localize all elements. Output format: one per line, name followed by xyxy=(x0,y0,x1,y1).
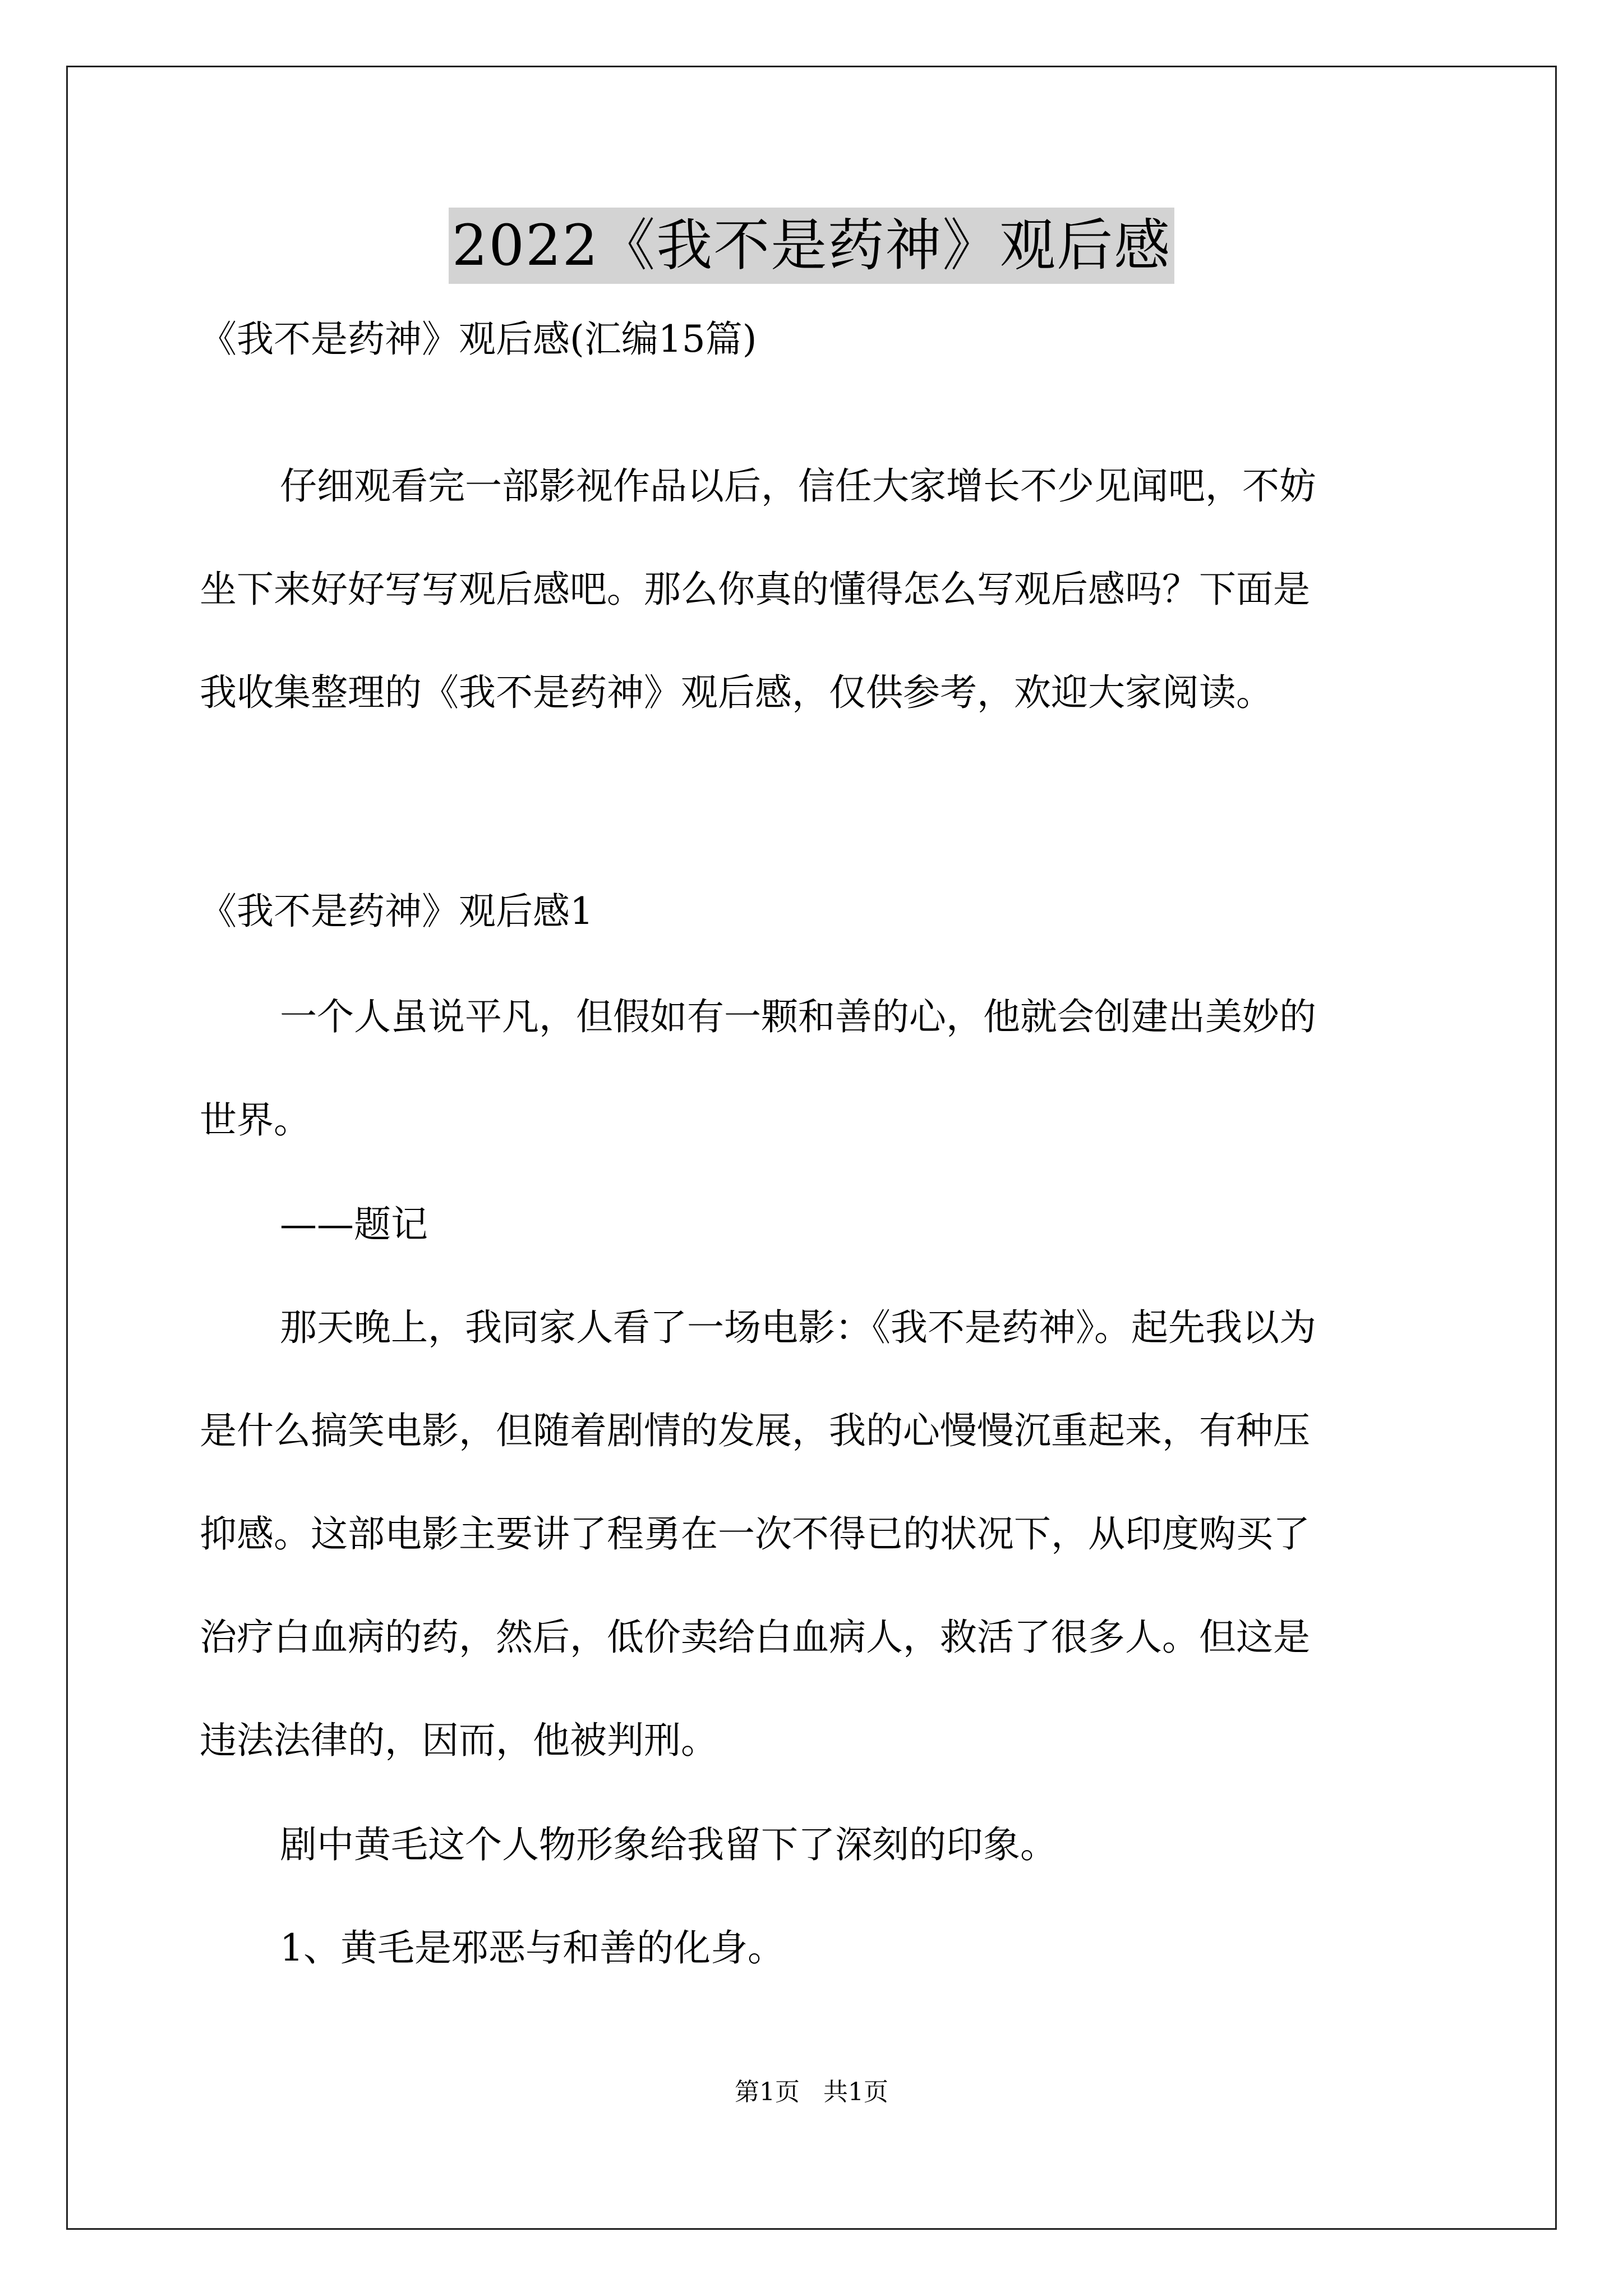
para2-line-3: 抑感。这部电影主要讲了程勇在一次不得已的状况下，从印度购买了 xyxy=(200,1512,1310,1556)
para2-line-5: 违法法律的，因而，他被判刑。 xyxy=(200,1719,718,1762)
page-footer xyxy=(0,2076,1623,2109)
para2-line-2: 是什么搞笑电影，但随着剧情的发展，我的心慢慢沉重起来，有种压 xyxy=(200,1409,1310,1452)
para2-line-4: 治疗白血病的药，然后，低价卖给白血病人，救活了很多人。但这是 xyxy=(200,1616,1310,1659)
intro-line-1: 仔细观看完一部影视作品以后，信任大家增长不少见闻吧，不妨 xyxy=(280,464,1316,508)
section-heading: 《我不是药神》观后感1 xyxy=(200,890,593,933)
document-subtitle: 《我不是药神》观后感(汇编15篇) xyxy=(200,318,757,361)
epigraph: ——题记 xyxy=(280,1203,428,1246)
page-border xyxy=(66,66,1557,2230)
para1-line-1: 一个人虽说平凡，但假如有一颗和善的心，他就会创建出美妙的 xyxy=(280,995,1316,1038)
title-container xyxy=(0,208,1623,284)
para3: 剧中黄毛这个人物形象给我留下了深刻的印象。 xyxy=(280,1823,1057,1866)
page-total: 共1页 xyxy=(823,2078,888,2106)
para4: 1、黄毛是邪恶与和善的化身。 xyxy=(280,1926,785,1970)
intro-line-2: 坐下来好好写写观后感吧。那么你真的懂得怎么写观后感吗？下面是 xyxy=(200,568,1310,611)
page-number: 第1页 xyxy=(735,2078,800,2106)
para2-line-1: 那天晚上，我同家人看了一场电影：《我不是药神》。起先我以为 xyxy=(280,1306,1316,1349)
document-title: 2022《我不是药神》观后感 xyxy=(449,208,1175,284)
intro-line-3: 我收集整理的《我不是药神》观后感，仅供参考，欢迎大家阅读。 xyxy=(200,671,1273,714)
para1-line-2: 世界。 xyxy=(200,1098,311,1142)
